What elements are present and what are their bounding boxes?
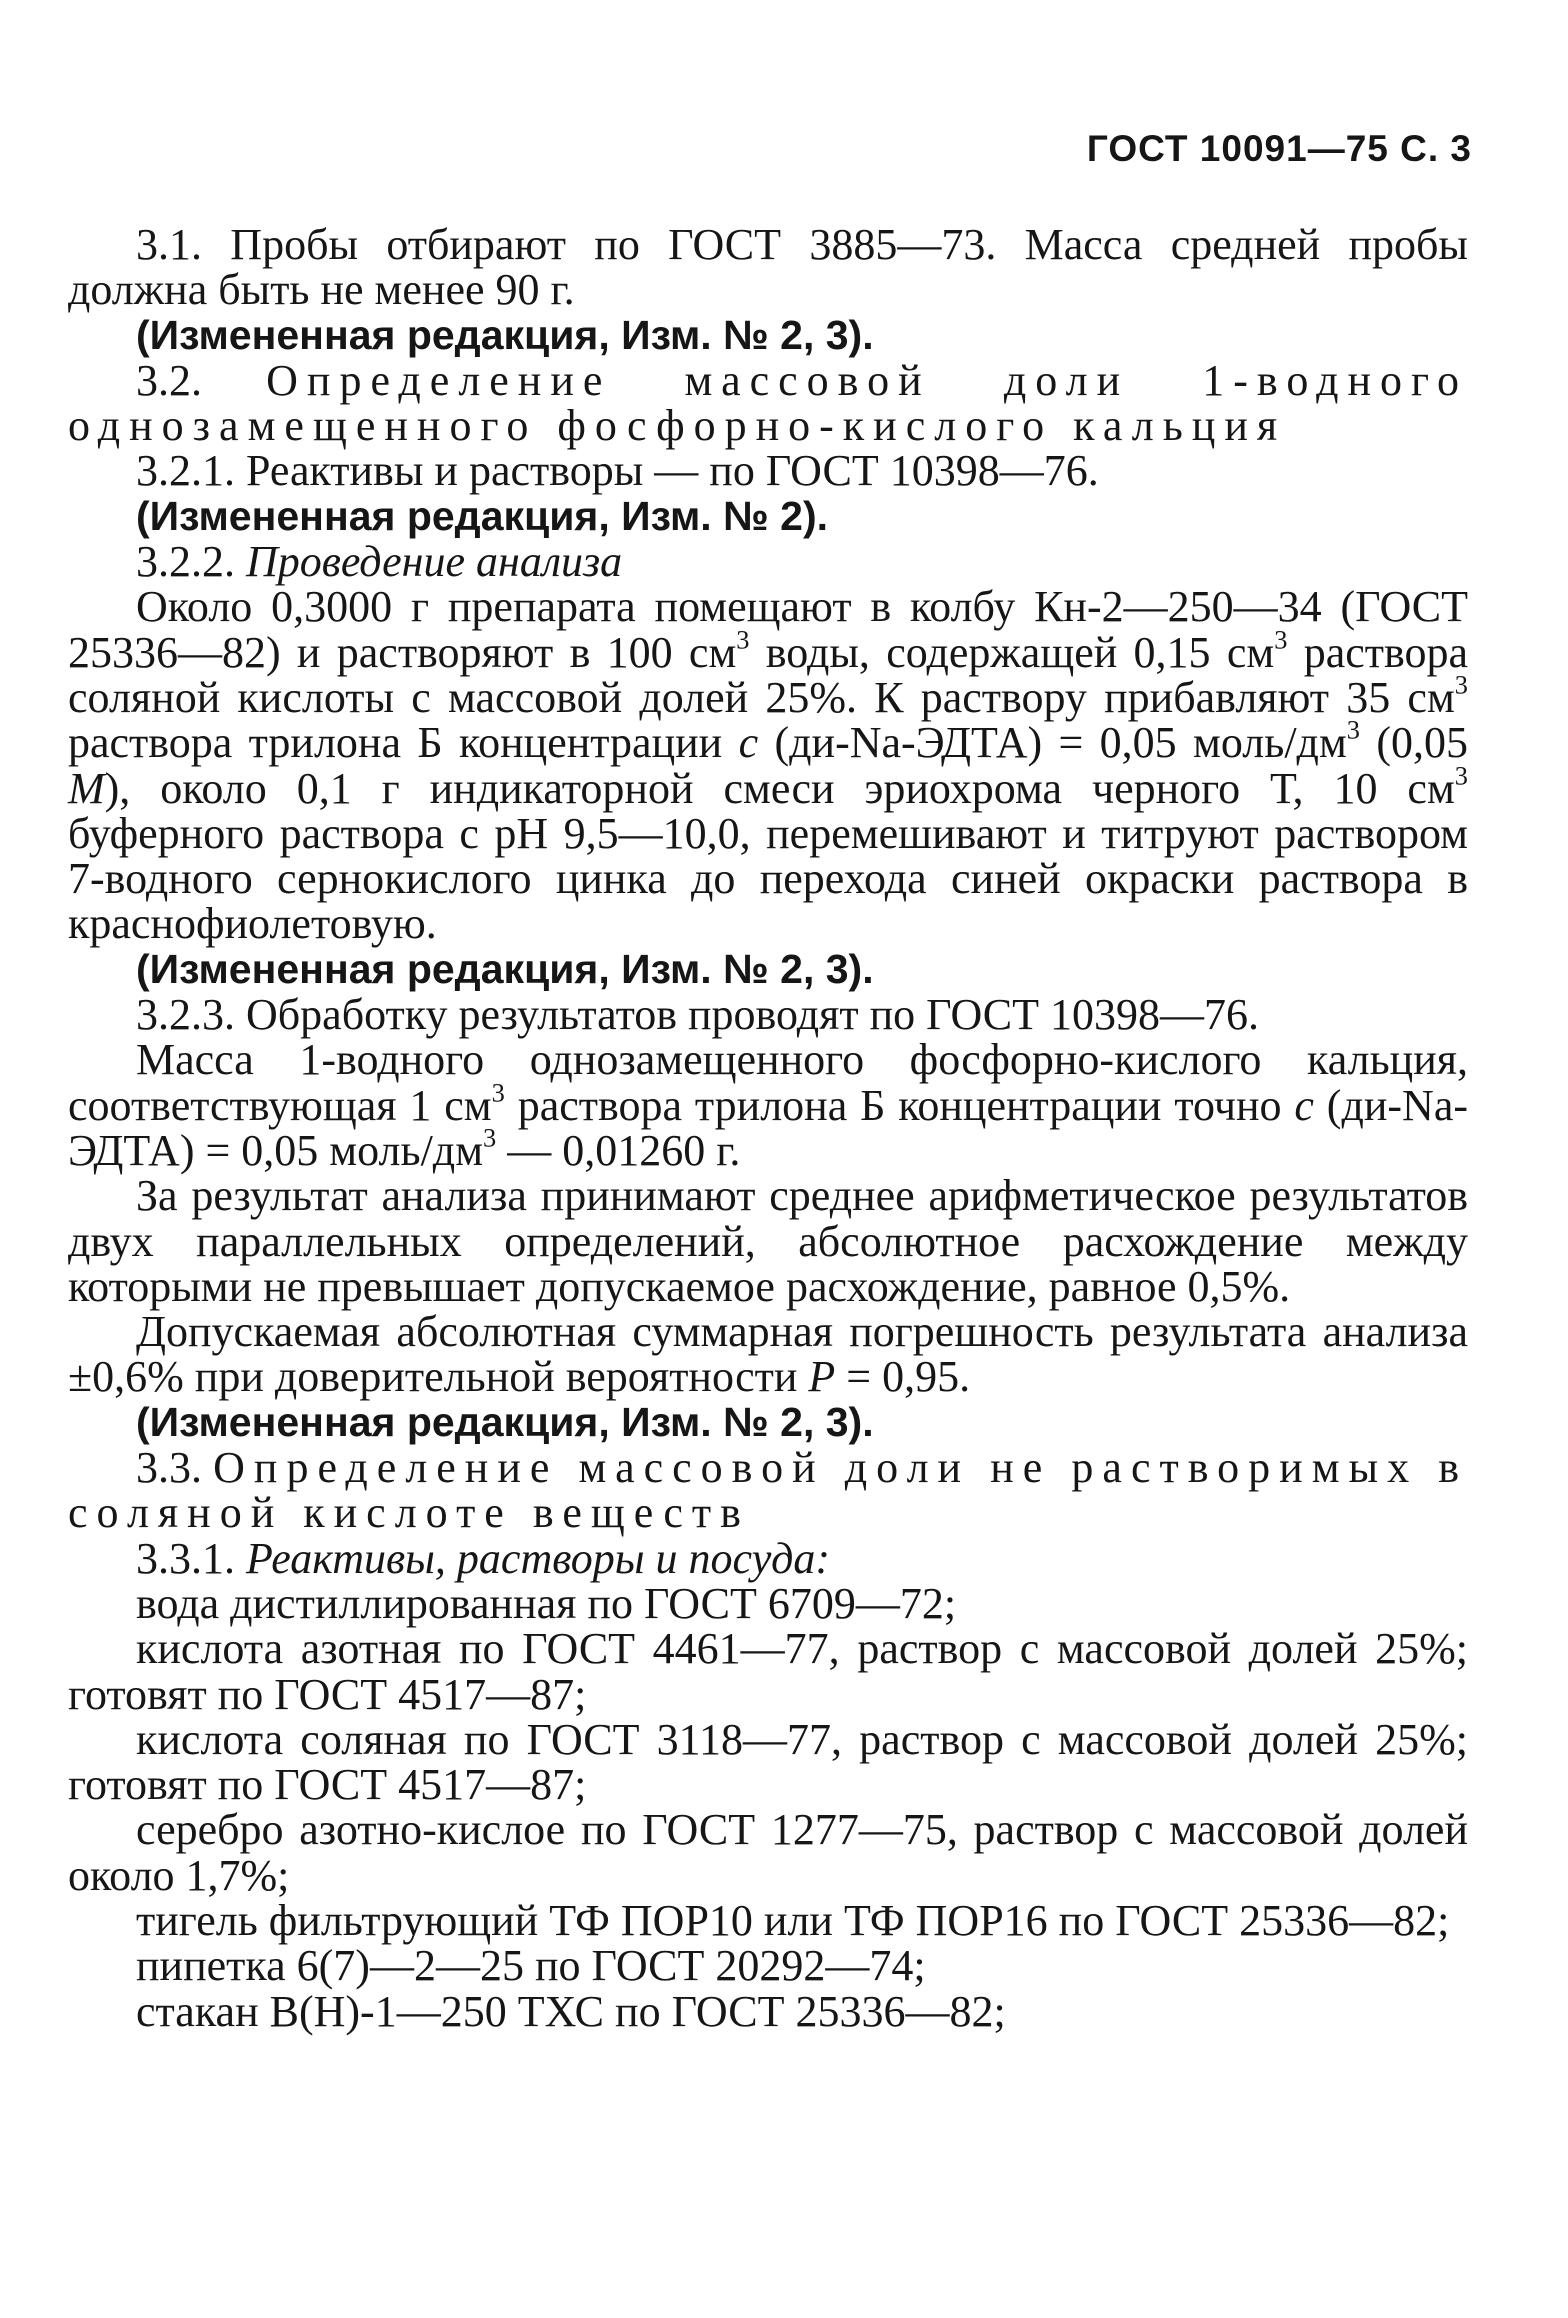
analysis-procedure-paragraph: Около 0,3000 г препарата помещают в колбу Кн-2—250—34 (ГОСТ 25336—82) и растворяют в 100 $см^3$ воды, содержащей 0,15 $см^3$ раствора соляной кислоты с массовой долей 25%. К раствору прибавляют 35 $см^3$ раствора трилона Б концентрации с (ди-Na-ЭДТА) = 0,05 моль/$дм^3$ (0,05 М), около 0,1 г индикаторной смеси эриохрома черного Т, 10 $см^3$ буферного раствора с рН 9,5—10,0, перемешивают и титруют раствором 7-водного сернокислого цинка до перехода синей окраски раствора в краснофиолетовую. — [68, 582, 1469, 949]
mass-equivalent-paragraph: Масса 1-водного однозамещенного фосфорно-кислого кальция, соответствующая 1 $см^3$ раствора трилона Б концентрации точно с (ди-Na-ЭДТА) = 0,05 моль/$дм^3$ — 0,01260 г. — [68, 1035, 1468, 1175]
amendment-note: (Измененная редакция, Изм. № 2). — [136, 492, 829, 539]
reagent-item: кислота соляная по ГОСТ 3118—77, раствор с массовой долей 25%; готовят по ГОСТ 4517—87; — [68, 1714, 1468, 1810]
paragraph-3-2-3: 3.2.3. Обработку результатов проводят по ГОСТ 10398—76. — [136, 990, 1260, 1040]
result-paragraph: За результат анализа принимают среднее арифметическое результатов двух параллельных определений, абсолютное расхождение между которыми не превышает допускаемое расхождение, равное 0,5%. — [68, 1171, 1468, 1311]
document-body — [68, 222, 1468, 2034]
page-header: ГОСТ 10091—75 С. 3 — [1086, 128, 1472, 169]
equipment-item: стакан В(Н)-1—250 ТХС по ГОСТ 25336—82; — [136, 1986, 1006, 2036]
error-paragraph: Допускаемая абсолютная суммарная погрешность результата анализа ±0,6% при доверительной вероятности Р = 0,95. — [68, 1307, 1468, 1402]
section-number: 3.3.1. — [136, 1533, 235, 1583]
subsection-3-3-1-heading — [68, 1533, 1468, 1583]
reagent-item: кислота азотная по ГОСТ 4461—77, раствор с массовой долей 25%; готовят по ГОСТ 4517—87; — [68, 1624, 1468, 1719]
paragraph-3-2-1: 3.2.1. Реактивы и растворы — по ГОСТ 10398—76. — [136, 446, 1099, 496]
section-3-2-heading — [68, 355, 1468, 451]
reagent-item: серебро азотно-кислое по ГОСТ 1277—75, раствор с массовой долей около 1,7%; — [68, 1805, 1468, 1900]
subsection-3-2-2-heading — [68, 537, 1468, 587]
section-number: 3.3. — [136, 1443, 202, 1493]
subsection-title: Проведение анализа — [246, 537, 623, 587]
section-title: Определение массовой доли 1-водного однозамещенного фосфорно-кислого кальция — [68, 355, 1468, 451]
section-3-3-heading — [68, 1445, 1468, 1536]
amendment-note: (Измененная редакция, Изм. № 2, 3). — [136, 311, 874, 358]
equipment-item: тигель фильтрующий ТФ ПОР10 или ТФ ПОР16 по ГОСТ 25336—82; — [136, 1895, 1450, 1945]
equipment-item: пипетка 6(7)—2—25 по ГОСТ 20292—74; — [136, 1941, 926, 1991]
subsection-title: Реактивы, растворы и посуда: — [246, 1533, 831, 1583]
amendment-note: (Измененная редакция, Изм. № 2, 3). — [136, 945, 874, 992]
paragraph-3-1: 3.1. Пробы отбирают по ГОСТ 3885—73. Масса средней пробы должна быть не менее 90 г. — [68, 220, 1468, 315]
amendment-note: (Измененная редакция, Изм. № 2, 3). — [136, 1398, 874, 1445]
section-number: 3.2.2. — [136, 537, 235, 587]
section-title: Определение массовой доли не растворимых в соляной кислоте веществ — [68, 1443, 1469, 1538]
section-number: 3.2. — [136, 355, 202, 405]
reagent-item: вода дистиллированная по ГОСТ 6709—72; — [136, 1578, 957, 1628]
